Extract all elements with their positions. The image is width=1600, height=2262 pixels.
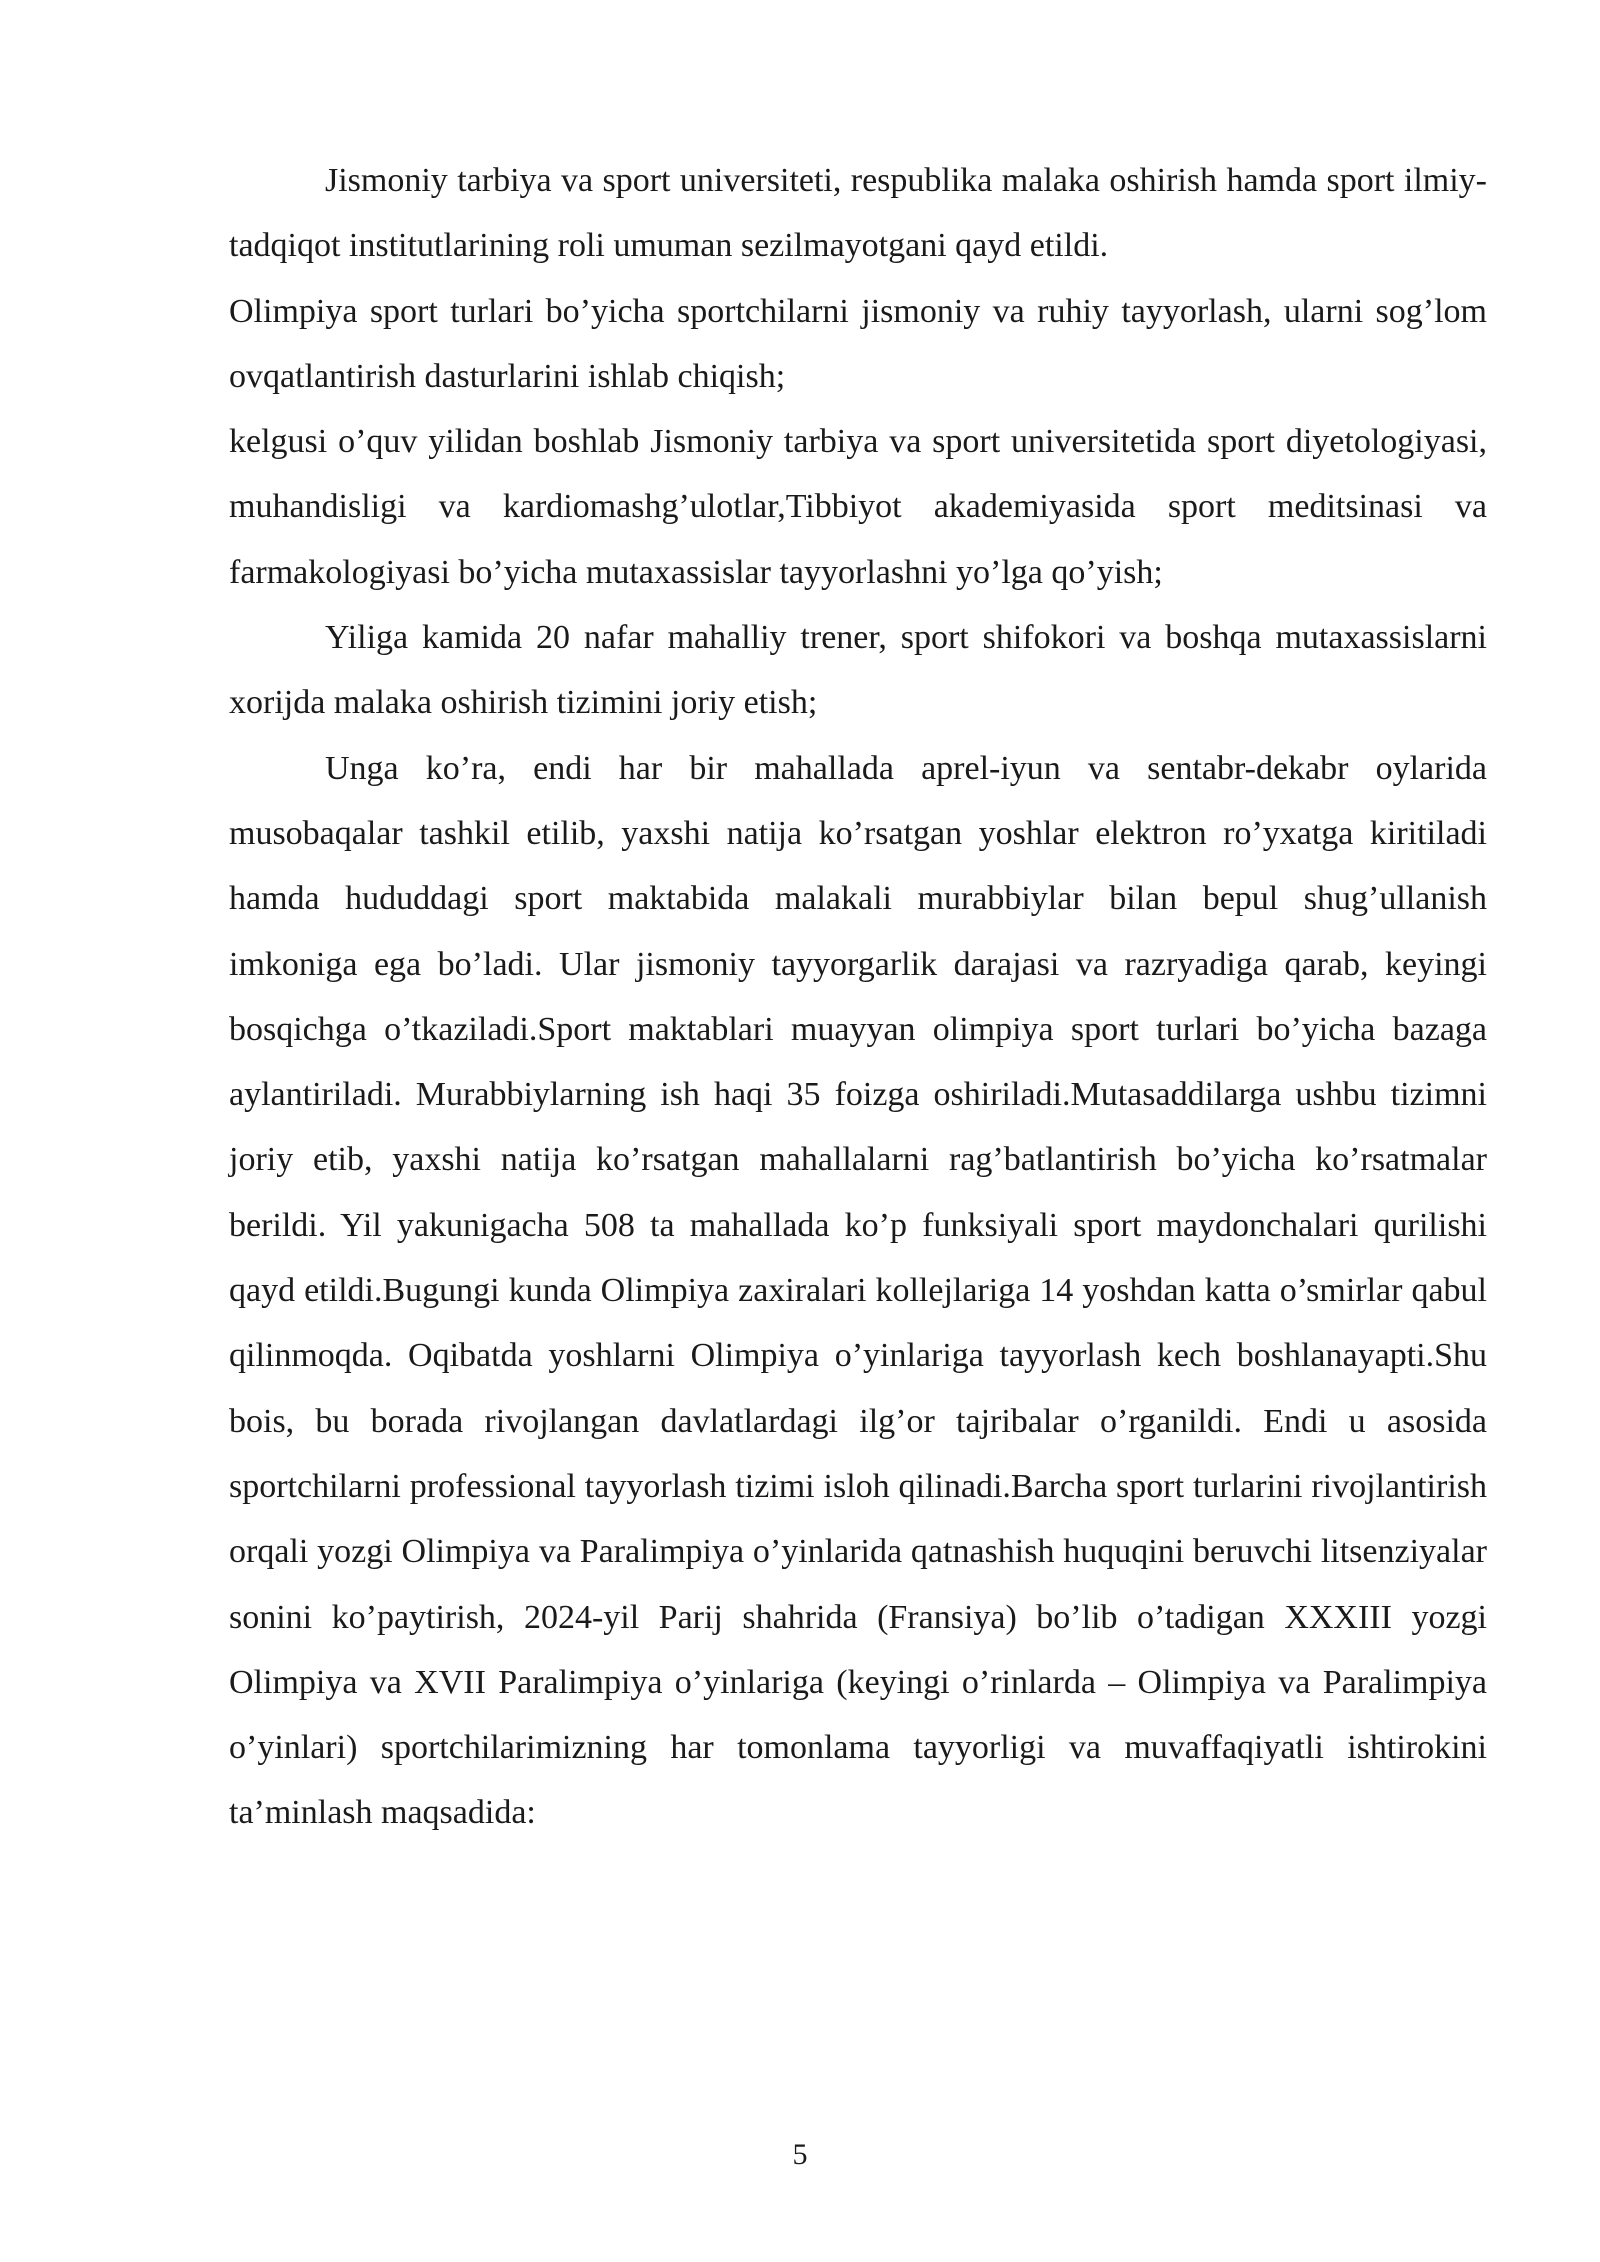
paragraph-athlete-preparation: Olimpiya sport turlari bo’yicha sportchilarni jismoniy va ruhiy tayyorlash, ularni sog’lom ovqatlantirish dasturlarini ishlab chiqish; [229,292,1487,395]
paragraph-university-role: Jismoniy tarbiya va sport universiteti, respublika malaka oshirish hamda sport ilmiy-tadqiqot institutlarining roli umuman sezilmayotgani qayd etildi. [229,162,1487,265]
paragraph-foreign-training: Yiliga kamida 20 nafar mahalliy trener, sport shifokori va boshqa mutaxassislarni xorijda malaka oshirish tizimini joriy etish; [229,619,1487,722]
paragraph-specialist-training: kelgusi o’quv yilidan boshlab Jismoniy tarbiya va sport universitetida sport diyetologiyasi, muhandisligi va kardiomashg’ulotlar,Tibbiyot akademiyasida sport meditsinasi va farmakologiyasi bo’yicha mutaxassislar tayyorlashni yo’lga qo’yish; [229,423,1487,591]
body-text [229,148,1487,1846]
paragraph-mahalla-competitions: Unga ko’ra, endi har bir mahallada aprel-iyun va sentabr-dekabr oylarida musobaqalar tashkil etilib, yaxshi natija ko’rsatgan yoshlar elektron ro’yxatga kiritiladi hamda hududdagi sport maktabida malakali murabbiylar bilan bepul shug’ullanish imkoniga ega bo’ladi. Ular jismoniy tayyorgarlik darajasi va razryadiga qarab, keyingi bosqichga o’tkaziladi.Sport maktablari muayyan olimpiya sport turlari bo’yicha bazaga aylantiriladi. Murabbiylarning ish haqi 35 foizga oshiriladi.Mutasaddilarga ushbu tizimni joriy etib, yaxshi natija ko’rsatgan mahallalarni rag’batlantirish bo’yicha ko’rsatmalar berildi. Yil yakunigacha 508 ta mahallada ko’p funksiyali sport maydonchalari qurilishi qayd etildi.Bugungi kunda Olimpiya zaxiralari kollejlariga 14 yoshdan katta o’smirlar qabul qilinmoqda. Oqibatda yoshlarni Olimpiya o’yinlariga tayyorlash kech boshlanayapti.Shu bois, bu borada rivojlangan davlatlardagi ilg’or tajribalar o’rganildi. Endi u asosida sportchilarni professional tayyorlash tizimi isloh qilinadi.Barcha sport turlarini rivojlantirish orqali yozgi Olimpiya va Paralimpiya o’yinlarida qatnashish huquqini beruvchi litsenziyalar sonini ko’paytirish, 2024-yil Parij shahrida (Fransiya) bo’lib o’tadigan XXXIII yozgi Olimpiya va XVII Paralimpiya o’yinlariga (keyingi o’rinlarda – Olimpiya va Paralimpiya o’yinlari) sportchilarimizning har tomonlama tayyorligi va muvaffaqiyatli ishtirokini ta’minlash maqsadida: [229,749,1487,1832]
page-number: 5 [792,2138,808,2171]
